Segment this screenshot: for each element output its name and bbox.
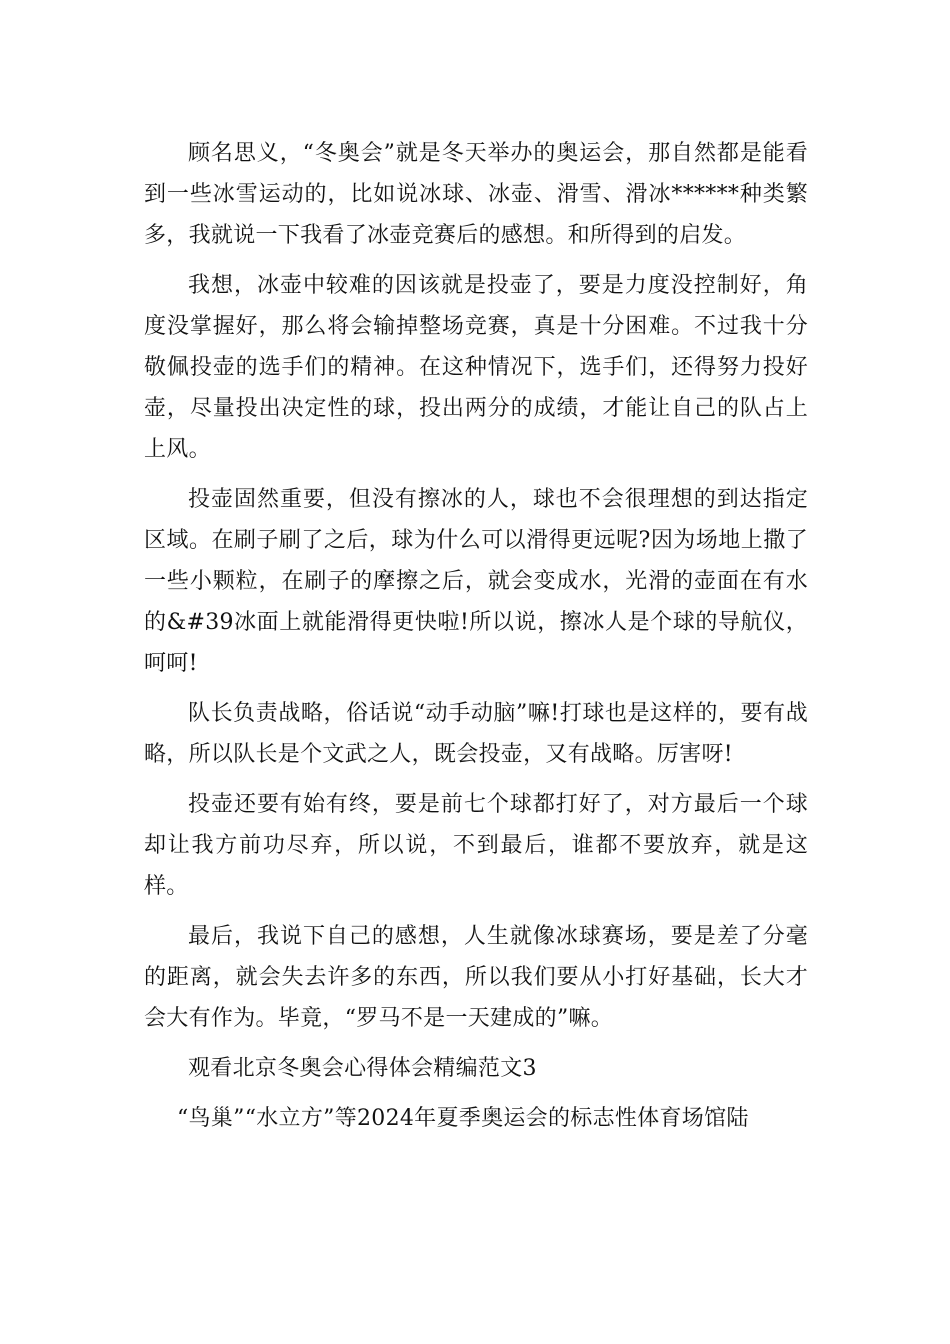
section-title: 观看北京冬奥会心得体会精编范文3 [188, 1056, 537, 1081]
paragraph-conclusion: 最后，我说下自己的感想，人生就像冰球赛场，要是差了分毫的距离，就会失去许多的东西，所以我们要从小打好基础，长大才会大有作为。毕竟，“罗马不是一天建成的”嘛。 [144, 924, 808, 1031]
paragraph-sweeping: 投壶固然重要，但没有擦冰的人，球也不会很理想的到达指定区域。在刷子刷了之后，球为什么可以滑得更远呢?因为场地上撒了一些小颗粒，在刷子的摩擦之后，就会变成水，光滑的壶面在有水的&#39冰面上就能滑得更快啦!所以说，擦冰人是个球的导航仪，呵呵! [144, 487, 808, 676]
paragraph-next-section: “鸟巢”“水立方”等2024年夏季奥运会的标志性体育场馆陆 [177, 1106, 749, 1131]
paragraph-throwing: 我想，冰壶中较难的因该就是投壶了，要是力度没控制好，角度没掌握好，那么将会输掉整场竞赛，真是十分困难。不过我十分敬佩投壶的选手们的精神。在这种情况下，选手们，还得努力投好壶，尽量投出决定性的球，投出两分的成绩，才能让自己的队占上上风。 [144, 273, 808, 462]
paragraph-persistence: 投壶还要有始有终，要是前七个球都打好了，对方最后一个球却让我方前功尽弃，所以说，不到最后，谁都不要放弃，就是这样。 [144, 792, 808, 899]
paragraph-captain: 队长负责战略，俗话说“动手动脑”嘛!打球也是这样的，要有战略，所以队长是个文武之人，既会投壶，又有战略。厉害呀! [144, 701, 808, 767]
document-body [144, 133, 808, 1148]
paragraph-intro: 顾名思义，“冬奥会”就是冬天举办的奥运会，那自然都是能看到一些冰雪运动的，比如说冰球、冰壶、滑雪、滑冰******种类繁多，我就说一下我看了冰壶竞赛后的感想。和所得到的启发。 [144, 141, 808, 248]
